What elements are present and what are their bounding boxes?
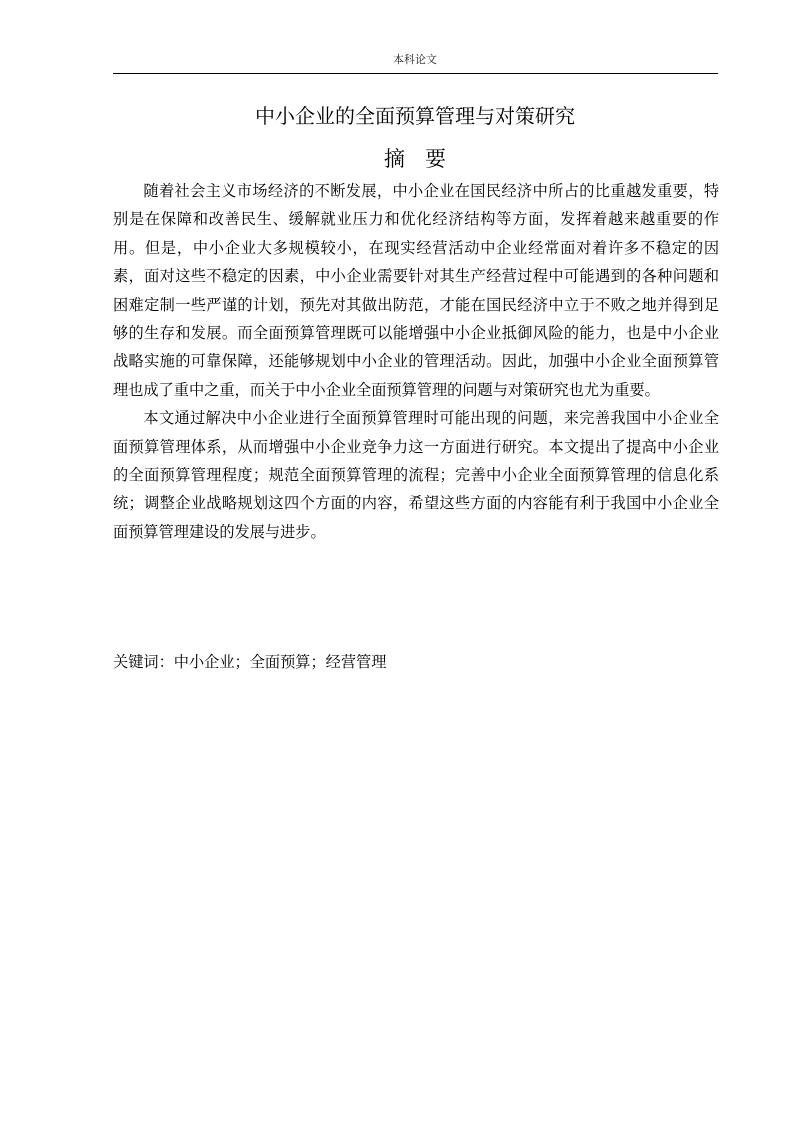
keywords-label: 关键词：	[113, 653, 174, 671]
keywords-line	[113, 648, 719, 676]
abstract-body	[113, 177, 719, 546]
header-divider	[113, 73, 718, 74]
document-title: 中小企业的全面预算管理与对策研究	[255, 104, 575, 128]
abstract-paragraph-2: 本文通过解决中小企业进行全面预算管理时可能出现的问题，来完善我国中小企业全面预算管理体系，从而增强中小企业竞争力这一方面进行研究。本文提出了提高中小企业的全面预算管理程度；规范全面预算管理的流程；完善中小企业全面预算管理的信息化系统；调整企业战略规划这四个方面的内容，希望这些方面的内容能有利于我国中小企业全面预算管理建设的发展与进步。	[113, 409, 719, 541]
keywords-value: 中小企业；全面预算；经营管理	[173, 653, 387, 671]
abstract-heading: 摘要	[384, 147, 466, 171]
abstract-paragraph-1: 随着社会主义市场经济的不断发展，中小企业在国民经济中所占的比重越发重要，特别是在保障和改善民生、缓解就业压力和优化经济结构等方面，发挥着越来越重要的作用。但是，中小企业大多规模较小，在现实经营活动中企业经常面对着许多不稳定的因素，面对这些不稳定的因素，中小企业需要针对其生产经营过程中可能遇到的各种问题和困难定制一些严谨的计划，预先对其做出防范，才能在国民经济中立于不败之地并得到足够的生存和发展。而全面预算管理既可以能增强中小企业抵御风险的能力，也是中小企业战略实施的可靠保障，还能够规划中小企业的管理活动。因此，加强中小企业全面预算管理也成了重中之重，而关于中小企业全面预算管理的问题与对策研究也尤为重要。	[113, 182, 719, 399]
running-header: 本科论文	[393, 53, 437, 66]
